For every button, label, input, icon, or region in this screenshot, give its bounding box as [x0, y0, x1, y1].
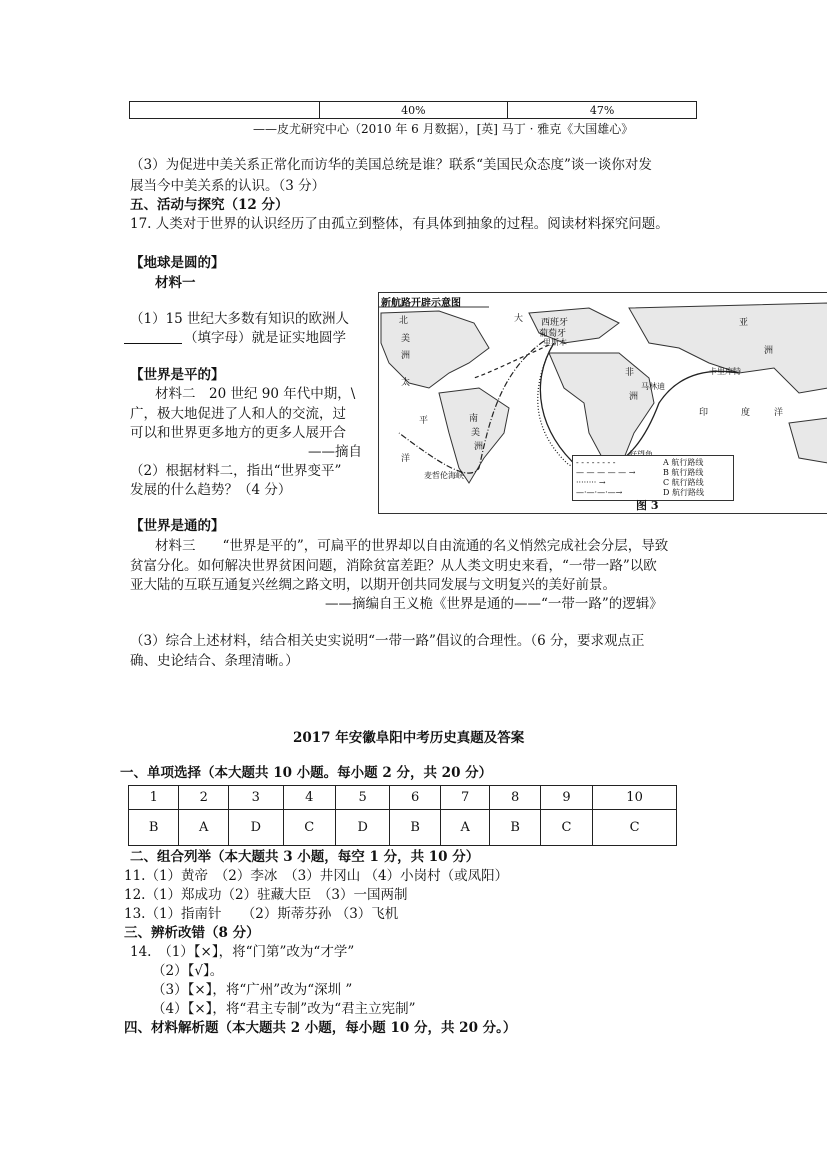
map-label: 麦哲伦海峡	[424, 471, 464, 480]
material-line: 材料二 20 世纪 90 年代中期，\	[155, 386, 356, 402]
answer-line: 13.（1）指南针 （2）斯蒂芬孙 （3）飞机	[124, 906, 399, 922]
map-label: 非	[625, 368, 635, 378]
answer-letter: C	[540, 810, 592, 846]
material-source: ——摘编自王义桅《世界是通的——“一带一路”的逻辑》	[325, 596, 663, 612]
table-cell: 40%	[319, 102, 508, 119]
answer-table	[128, 785, 677, 846]
answer-number: 1	[129, 786, 179, 810]
subheading: 【世界是通的】	[130, 518, 225, 534]
map-label: 亚	[739, 318, 749, 328]
answer-number: 4	[283, 786, 335, 810]
question-line: （3）为促进中美关系正常化而访华的美国总统是谁？联系“美国民众态度”谈一谈你对发	[130, 157, 652, 173]
answer-line: （4）【×】，将“君主专制”改为“君主立宪制”	[152, 1001, 416, 1017]
answer-line: （3）【×】，将“广州”改为“深圳 ”	[152, 982, 353, 998]
material-line: 材料三 “世界是平的”，可扁平的世界却以自由流通的名义悄然完成社会分层，导致	[155, 538, 669, 554]
material-line: 贫富分化。如何解决世界贫困问题，消除贫富差距？从人类文明史来看，“一带一路”以欧	[130, 558, 657, 574]
answer-letter: A	[440, 810, 490, 846]
question-line: 发展的什么趋势？（4 分）	[130, 482, 292, 498]
answer-number: 10	[593, 786, 677, 810]
answer-letter: C	[283, 810, 335, 846]
legend-line-c: ········ →	[576, 478, 606, 487]
map-label: 美	[401, 334, 411, 344]
table-cell	[130, 102, 320, 119]
map-label: 西班牙	[541, 318, 569, 328]
table-cell: 47%	[508, 102, 697, 119]
section-heading: 四、材料解析题（本大题共 2 小题，每小题 10 分，共 20 分。）	[124, 1020, 517, 1036]
top-data-table	[129, 101, 697, 119]
answer-number: 7	[440, 786, 490, 810]
source-citation: ——皮尤研究中心（2010 年 6 月数据），[英] 马丁 · 雅克《大国雄心》	[253, 122, 634, 136]
map-label: 美	[471, 428, 481, 438]
answer-letter: B	[129, 810, 179, 846]
section-heading: 一、单项选择（本大题共 10 小题。每小题 2 分，共 20 分）	[120, 765, 493, 781]
map-label: 马林迪	[641, 382, 665, 391]
answer-letter: D	[229, 810, 284, 846]
material-line: 可以和世界更多地方的更多人展开合	[130, 425, 346, 441]
legend-line-d: —·—·—·—→	[576, 488, 623, 497]
material-label: 材料一	[155, 275, 196, 291]
material-line: 广，极大地促进了人和人的交流，过	[130, 406, 346, 422]
answer-number: 9	[540, 786, 592, 810]
answer-line: 14. （1）【×】，将“门第”改为“才学”	[130, 944, 355, 960]
map-label: 太	[401, 378, 411, 388]
answer-letter: B	[390, 810, 440, 846]
answer-letter: D	[335, 810, 390, 846]
map-label: 大	[514, 314, 524, 324]
map-legend	[572, 455, 734, 501]
subheading: 【地球是圆的】	[130, 255, 225, 271]
question-line: （3）综合上述材料，结合相关史实说明“一带一路”倡议的合理性。（6 分，要求观点正	[130, 633, 645, 649]
legend-item: D 航行路线	[663, 488, 704, 497]
map-label: 洋	[401, 454, 411, 464]
answers-title: 2017 年安徽阜阳中考历史真题及答案	[293, 730, 525, 746]
map-label: 平	[419, 416, 429, 426]
legend-item: C 航行路线	[663, 478, 704, 487]
map-label: 洋	[774, 408, 784, 418]
answer-letter: B	[490, 810, 540, 846]
legend-line-b: — — — — — →	[576, 468, 636, 477]
answer-line: 12.（1）郑成功（2）驻藏大臣 （3）一国两制	[124, 887, 408, 903]
map-label: 印	[699, 408, 709, 418]
legend-item: A 航行路线	[663, 458, 704, 467]
material-source: ——摘自	[308, 444, 362, 460]
answer-blank	[124, 343, 182, 344]
subheading: 【世界是平的】	[130, 367, 225, 383]
map-label: 卡里库特	[709, 367, 741, 376]
section-heading: 三、辨析改错（8 分）	[124, 925, 260, 941]
answer-line: 11.（1）黄帝 （2）李冰 （3）井冈山 （4）小岗村（或凤阳）	[124, 868, 509, 884]
question-line: （填字母）就是证实地圆学	[184, 330, 346, 346]
question-line: （1）15 世纪大多数有知识的欧洲人	[130, 311, 350, 327]
figure-caption: 图 3	[636, 499, 659, 512]
section-heading: 二、组合列举（本大题共 3 小题，每空 1 分，共 10 分）	[130, 849, 480, 865]
section-heading: 五、活动与探究（12 分）	[130, 197, 289, 213]
answer-number: 3	[229, 786, 284, 810]
new-routes-map	[378, 292, 827, 514]
answer-number: 2	[179, 786, 229, 810]
answer-number: 5	[335, 786, 390, 810]
map-label: 南	[469, 414, 479, 424]
map-label: 洲	[474, 442, 484, 452]
material-line: 亚大陆的互联互通复兴丝绸之路文明，以期开创共同发展与文明复兴的美好前景。	[130, 577, 616, 593]
question-text: 17. 人类对于世界的认识经历了由孤立到整体，有具体到抽象的过程。阅读材料探究问题。	[130, 216, 669, 232]
answer-number: 8	[490, 786, 540, 810]
map-label: 洲	[629, 392, 639, 402]
answer-number: 6	[390, 786, 440, 810]
answer-line: （2）【√】。	[152, 963, 224, 979]
map-label: 洲	[401, 351, 411, 361]
legend-line-a: - - - - - - - -	[576, 458, 616, 467]
map-label: 里斯本	[543, 338, 567, 347]
map-title: 新航路开辟示意图	[381, 298, 461, 309]
legend-item: B 航行路线	[663, 468, 704, 477]
question-line: （2）根据材料二，指出“世界变平”	[130, 463, 342, 479]
question-line: 展当今中美关系的认识。（3 分）	[130, 178, 326, 194]
map-label: 洲	[764, 346, 774, 356]
map-label: 度	[741, 408, 751, 418]
answer-letter: A	[179, 810, 229, 846]
answer-letter: C	[593, 810, 677, 846]
map-label: 葡萄牙	[539, 329, 567, 339]
map-label: 北	[399, 316, 409, 326]
question-line: 确、史论结合、条理清晰。）	[130, 653, 299, 669]
